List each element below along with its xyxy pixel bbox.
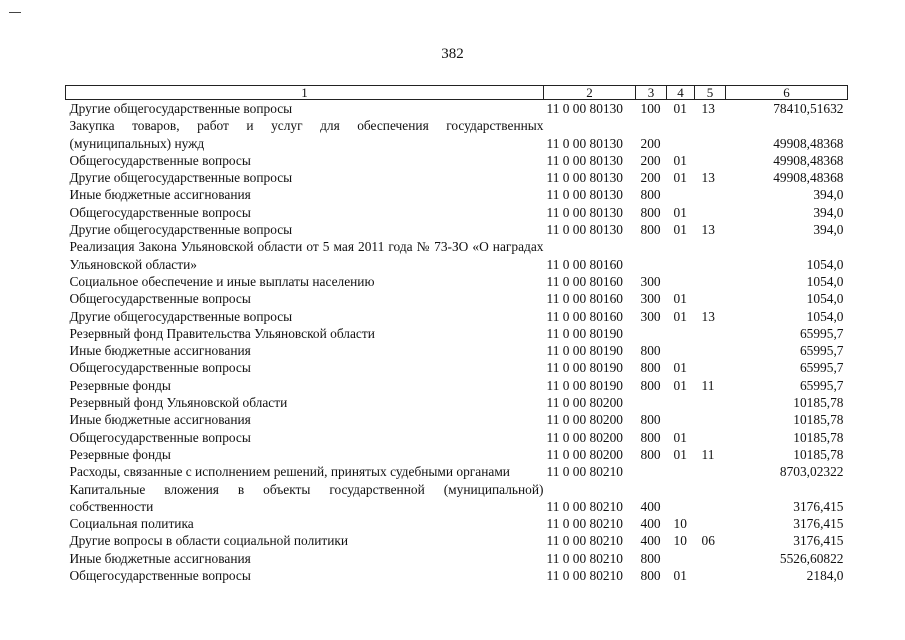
- row-name: Общегосударственные вопросы: [69, 204, 251, 220]
- header-col-1: 1: [66, 86, 544, 100]
- row-amount: 49908,48368: [773, 135, 844, 151]
- row-subsection: [695, 273, 726, 290]
- table-row: [66, 290, 848, 307]
- row-expense-type: 300: [640, 308, 661, 324]
- row-expense-type: 200: [640, 170, 661, 186]
- row-amount: 394,0: [813, 187, 844, 203]
- row-csr-code: 11 0 00 80210: [546, 498, 623, 514]
- row-amount: 5526,60822: [779, 550, 844, 566]
- row-expense-type: 800: [640, 204, 661, 220]
- row-csr-code: 11 0 00 80130: [546, 152, 623, 168]
- table-row: [66, 169, 848, 186]
- row-subsection: [695, 152, 726, 169]
- row-csr-code: 11 0 00 80130: [546, 170, 623, 186]
- row-subsection: [695, 238, 726, 273]
- row-subsection: 13: [701, 170, 715, 186]
- row-csr-code: 11 0 00 80160: [546, 308, 623, 324]
- row-section: 01: [673, 308, 687, 324]
- table-row: [66, 238, 848, 273]
- table-row: [66, 429, 848, 446]
- row-expense-type: 300: [640, 291, 661, 307]
- table-row: [66, 411, 848, 428]
- row-csr-code: 11 0 00 80130: [546, 204, 623, 220]
- row-csr-code: 11 0 00 80210: [546, 516, 623, 532]
- row-amount: 3176,415: [793, 516, 844, 532]
- row-expense-type: 800: [640, 377, 661, 393]
- row-csr-code: 11 0 00 80130: [546, 101, 623, 116]
- row-section: 01: [673, 568, 687, 584]
- header-col-3: 3: [636, 86, 667, 100]
- row-section: [667, 411, 695, 428]
- row-section: [667, 238, 695, 273]
- row-name: Социальная политика: [69, 516, 194, 532]
- row-section: 01: [673, 377, 687, 393]
- row-amount: 49908,48368: [773, 170, 844, 186]
- row-section: 01: [673, 170, 687, 186]
- row-subsection: [695, 481, 726, 516]
- row-section: [667, 550, 695, 567]
- row-name: Закупка товаров, работ и услуг для обеспечения государственных (муниципальных) нужд: [69, 118, 544, 151]
- row-section: 01: [673, 360, 687, 376]
- row-csr-code: 11 0 00 80130: [546, 135, 623, 151]
- row-expense-type: 400: [640, 533, 661, 549]
- table-row: [66, 221, 848, 238]
- row-expense-type: 400: [640, 516, 661, 532]
- row-subsection: [695, 394, 726, 411]
- row-amount: 1054,0: [806, 256, 844, 272]
- row-amount: 1054,0: [806, 273, 844, 289]
- row-subsection: [695, 567, 726, 584]
- row-csr-code: 11 0 00 80190: [546, 325, 623, 341]
- row-section: 01: [673, 291, 687, 307]
- row-csr-code: 11 0 00 80190: [546, 360, 623, 376]
- row-amount: 10185,78: [793, 429, 844, 445]
- row-name: Резервный фонд Ульяновской области: [69, 395, 288, 411]
- row-csr-code: 11 0 00 80200: [546, 429, 623, 445]
- table-row: [66, 567, 848, 584]
- row-section: [667, 325, 695, 342]
- row-name: Общегосударственные вопросы: [69, 291, 251, 307]
- row-name: Иные бюджетные ассигнования: [69, 187, 251, 203]
- row-section: [667, 463, 695, 480]
- row-name: Реализация Закона Ульяновской области от 5 мая 2011 года № 73-ЗО «О наградах Ульяновской области»: [69, 239, 544, 272]
- budget-table: [65, 85, 848, 584]
- table-row: [66, 186, 848, 203]
- row-amount: 3176,415: [793, 498, 844, 514]
- row-subsection: [695, 359, 726, 376]
- row-subsection: [695, 342, 726, 359]
- row-subsection: 11: [701, 446, 715, 462]
- header-col-5: 5: [695, 86, 726, 100]
- row-csr-code: 11 0 00 80200: [546, 395, 623, 411]
- row-csr-code: 11 0 00 80210: [546, 464, 623, 480]
- table-body: [66, 100, 848, 585]
- row-expense-type: [636, 463, 667, 480]
- row-subsection: 11: [701, 377, 715, 393]
- row-name: Резервные фонды: [69, 377, 171, 393]
- table-row: [66, 515, 848, 532]
- row-name: Социальное обеспечение и иные выплаты населению: [69, 273, 375, 289]
- row-amount: 3176,415: [793, 533, 844, 549]
- row-subsection: [695, 186, 726, 203]
- row-section: [667, 186, 695, 203]
- table-row: [66, 117, 848, 152]
- row-name: Другие общегосударственные вопросы: [69, 170, 293, 186]
- row-subsection: [695, 550, 726, 567]
- row-amount: 65995,7: [799, 343, 844, 359]
- row-csr-code: 11 0 00 80210: [546, 568, 623, 584]
- row-name: Общегосударственные вопросы: [69, 152, 251, 168]
- row-section: [667, 481, 695, 516]
- row-section: 01: [673, 204, 687, 220]
- row-section: 10: [673, 516, 687, 532]
- row-section: 01: [673, 101, 687, 116]
- row-name: Капитальные вложения в объекты государственной (муниципальной) собственности: [69, 481, 544, 514]
- row-section: 01: [673, 152, 687, 168]
- row-expense-type: [636, 394, 667, 411]
- row-amount: 65995,7: [799, 377, 844, 393]
- row-amount: 10185,78: [793, 412, 844, 428]
- row-expense-type: 200: [640, 135, 661, 151]
- row-amount: 65995,7: [799, 325, 844, 341]
- table-row: [66, 532, 848, 549]
- row-section: 01: [673, 222, 687, 238]
- row-name: Другие общегосударственные вопросы: [69, 222, 293, 238]
- row-section: [667, 342, 695, 359]
- table-row: [66, 204, 848, 221]
- row-csr-code: 11 0 00 80160: [546, 273, 623, 289]
- table-row: [66, 308, 848, 325]
- row-amount: 78410,51632: [773, 101, 844, 116]
- row-amount: 394,0: [813, 222, 844, 238]
- row-subsection: [695, 463, 726, 480]
- row-csr-code: 11 0 00 80200: [546, 446, 623, 462]
- row-expense-type: 300: [640, 273, 661, 289]
- row-expense-type: 800: [640, 360, 661, 376]
- row-name: Иные бюджетные ассигнования: [69, 550, 251, 566]
- header-col-4: 4: [667, 86, 695, 100]
- table-row: [66, 377, 848, 394]
- row-section: 01: [673, 429, 687, 445]
- row-section: [667, 273, 695, 290]
- table-row: [66, 273, 848, 290]
- row-name: Общегосударственные вопросы: [69, 360, 251, 376]
- row-amount: 1054,0: [806, 308, 844, 324]
- row-name: Другие общегосударственные вопросы: [69, 101, 293, 116]
- row-subsection: 06: [701, 533, 715, 549]
- row-expense-type: 400: [640, 498, 661, 514]
- row-section: 01: [673, 446, 687, 462]
- row-amount: 1054,0: [806, 291, 844, 307]
- row-expense-type: [636, 238, 667, 273]
- row-csr-code: 11 0 00 80190: [546, 377, 623, 393]
- table-row: [66, 550, 848, 567]
- table-row: [66, 325, 848, 342]
- row-amount: 10185,78: [793, 395, 844, 411]
- row-subsection: [695, 515, 726, 532]
- row-amount: 2184,0: [806, 568, 844, 584]
- row-name: Резервный фонд Правительства Ульяновской области: [69, 325, 375, 341]
- row-expense-type: 800: [640, 550, 661, 566]
- row-name: Общегосударственные вопросы: [69, 429, 251, 445]
- row-csr-code: 11 0 00 80200: [546, 412, 623, 428]
- row-amount: 49908,48368: [773, 152, 844, 168]
- row-amount: 10185,78: [793, 446, 844, 462]
- header-row: [66, 86, 848, 100]
- row-name: Иные бюджетные ассигнования: [69, 412, 251, 428]
- table-row: [66, 463, 848, 480]
- row-expense-type: [636, 325, 667, 342]
- row-subsection: [695, 290, 726, 307]
- table-row: [66, 342, 848, 359]
- page-number: 382: [441, 46, 464, 62]
- row-csr-code: 11 0 00 80210: [546, 550, 623, 566]
- row-name: Иные бюджетные ассигнования: [69, 343, 251, 359]
- row-name: Другие общегосударственные вопросы: [69, 308, 293, 324]
- row-subsection: [695, 411, 726, 428]
- row-expense-type: 800: [640, 222, 661, 238]
- row-section: [667, 394, 695, 411]
- row-expense-type: 800: [640, 429, 661, 445]
- table-row: [66, 446, 848, 463]
- table-row: [66, 100, 848, 118]
- row-name: Расходы, связанные с исполнением решений, принятых судебными органами: [69, 464, 510, 480]
- row-csr-code: 11 0 00 80160: [546, 256, 623, 272]
- header-col-6: 6: [726, 86, 848, 100]
- row-subsection: 13: [701, 222, 715, 238]
- row-expense-type: 800: [640, 446, 661, 462]
- row-expense-type: 800: [640, 343, 661, 359]
- row-section: 10: [673, 533, 687, 549]
- row-amount: 8703,02322: [779, 464, 844, 480]
- row-expense-type: 200: [640, 152, 661, 168]
- row-csr-code: 11 0 00 80160: [546, 291, 623, 307]
- row-name: Другие вопросы в области социальной политики: [69, 533, 349, 549]
- row-csr-code: 11 0 00 80190: [546, 343, 623, 359]
- row-subsection: 13: [701, 101, 715, 116]
- row-name: Общегосударственные вопросы: [69, 568, 251, 584]
- row-subsection: 13: [701, 308, 715, 324]
- row-name: Резервные фонды: [69, 446, 171, 462]
- row-csr-code: 11 0 00 80210: [546, 533, 623, 549]
- row-subsection: [695, 117, 726, 152]
- table-row: [66, 481, 848, 516]
- row-expense-type: 100: [640, 101, 661, 116]
- row-subsection: [695, 325, 726, 342]
- row-subsection: [695, 429, 726, 446]
- row-amount: 65995,7: [799, 360, 844, 376]
- row-expense-type: 800: [640, 568, 661, 584]
- header-col-2: 2: [544, 86, 636, 100]
- row-section: [667, 117, 695, 152]
- row-amount: 394,0: [813, 204, 844, 220]
- row-expense-type: 800: [640, 412, 661, 428]
- table-row: [66, 394, 848, 411]
- row-subsection: [695, 204, 726, 221]
- table-row: [66, 359, 848, 376]
- scan-corner-mark: [9, 12, 21, 13]
- table-row: [66, 152, 848, 169]
- row-csr-code: 11 0 00 80130: [546, 187, 623, 203]
- row-csr-code: 11 0 00 80130: [546, 222, 623, 238]
- row-expense-type: 800: [640, 187, 661, 203]
